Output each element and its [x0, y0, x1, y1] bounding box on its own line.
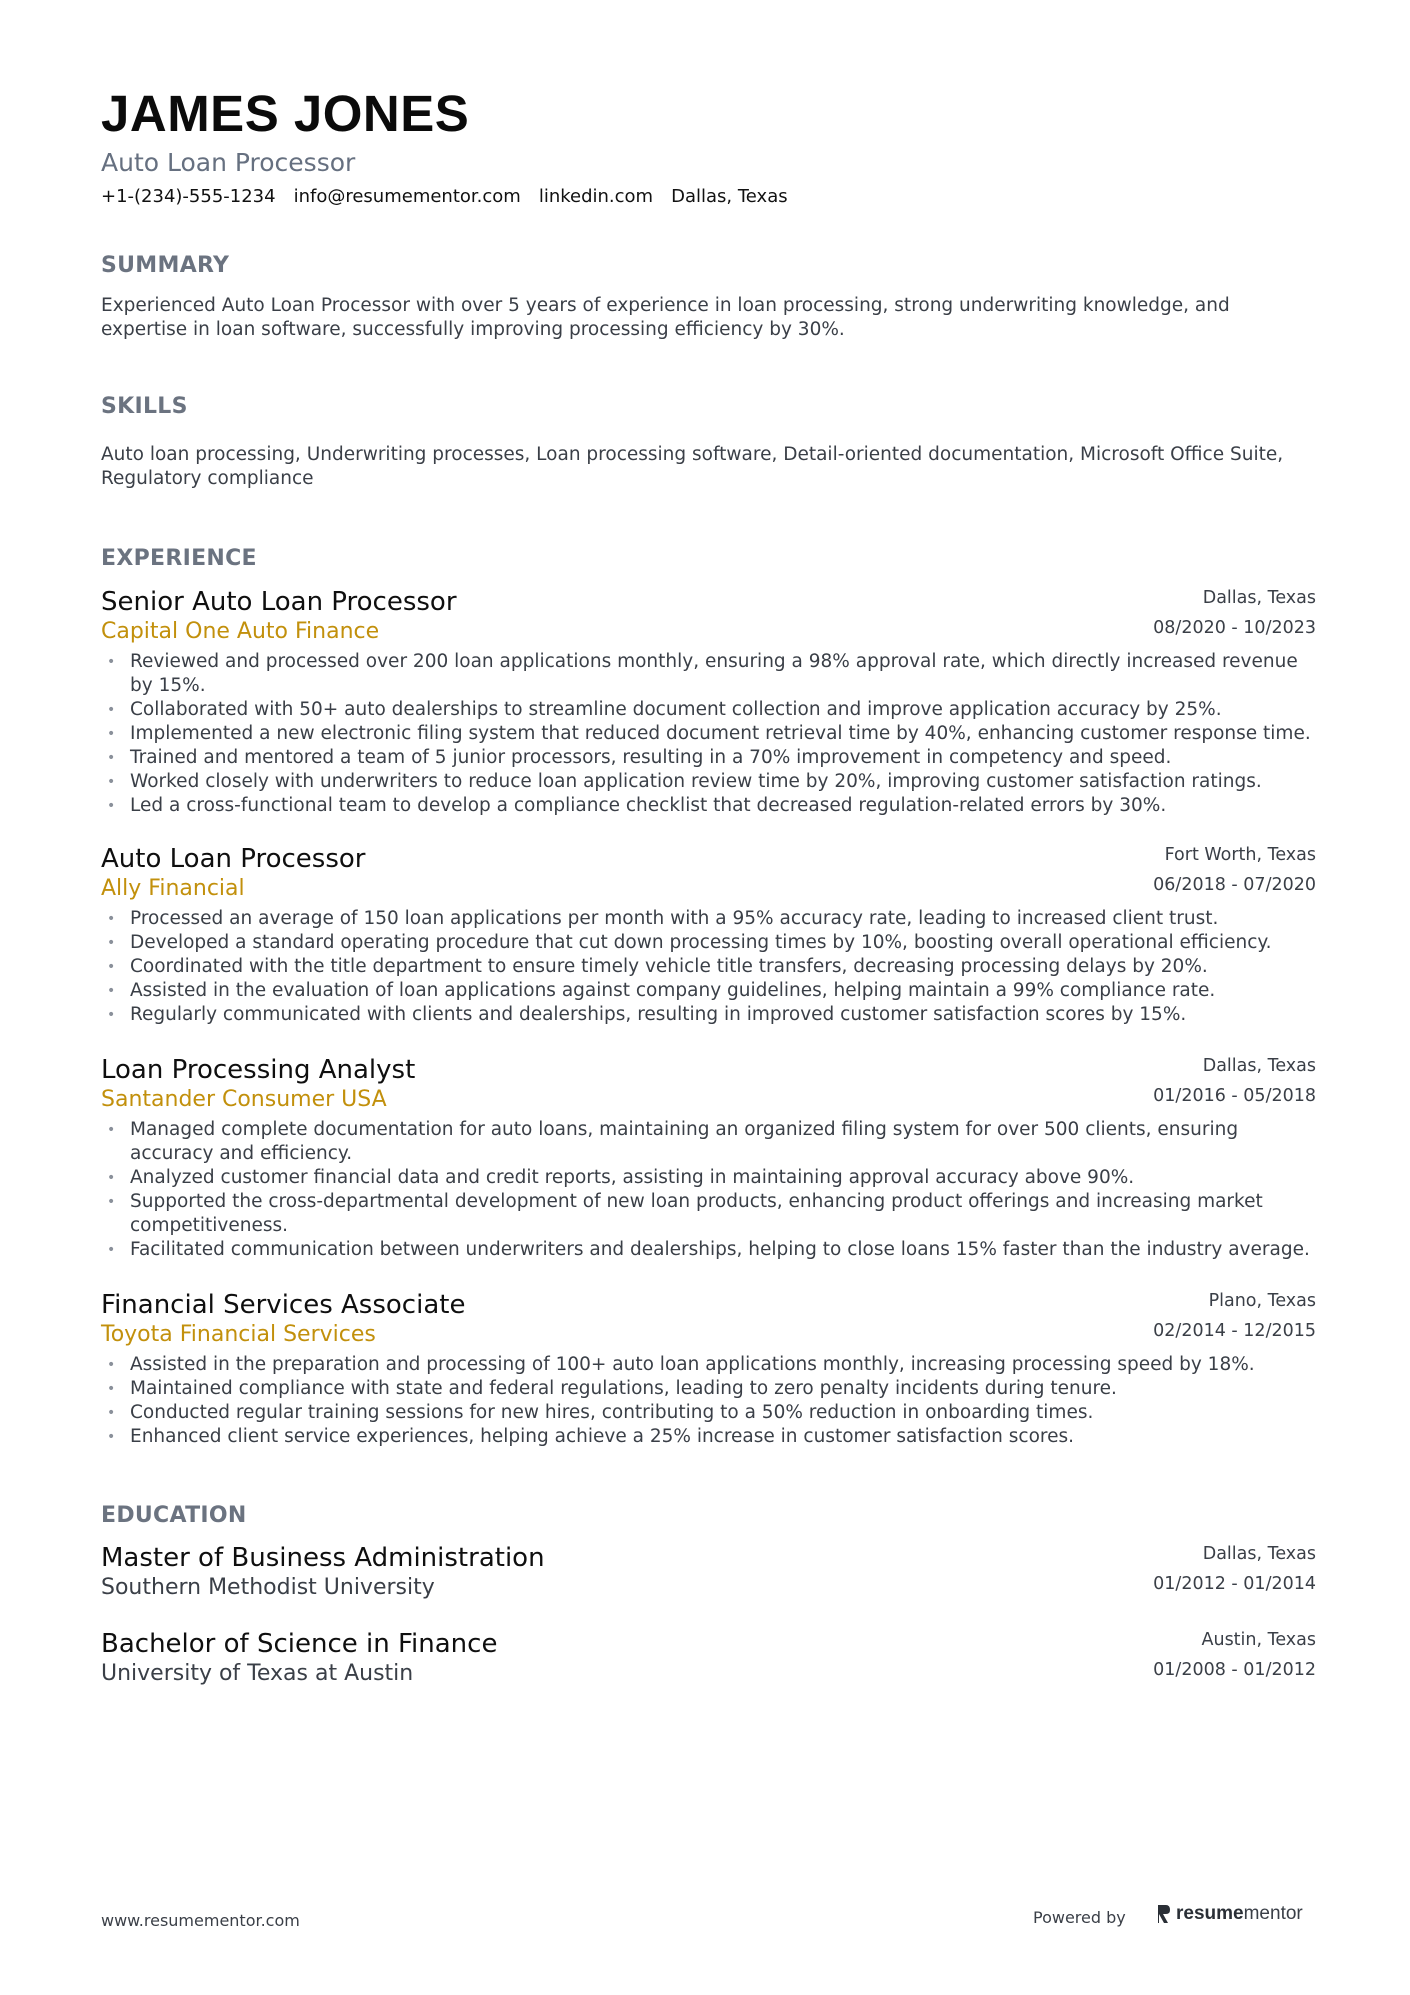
resumementor-logo-icon — [1156, 1903, 1171, 1925]
bullet-icon: • — [107, 774, 116, 790]
job-title: Loan Processing Analyst — [101, 1055, 416, 1085]
education-school: University of Texas at Austin — [101, 1661, 414, 1686]
resume-header — [101, 86, 1316, 209]
job-dates: 02/2014 - 12/2015 — [1153, 1321, 1316, 1341]
job-title: Senior Auto Loan Processor — [101, 587, 457, 617]
job-entry — [101, 1289, 1316, 1449]
candidate-role: Auto Loan Processor — [101, 148, 356, 177]
job-location: Dallas, Texas — [1202, 1056, 1316, 1076]
brand-wordmark: resumementor — [1176, 1903, 1303, 1924]
skills-section — [101, 393, 1316, 491]
education-dates: 01/2008 - 01/2012 — [1153, 1660, 1316, 1680]
job-company: Ally Financial — [101, 876, 245, 901]
bullet-icon: • — [107, 1242, 116, 1258]
list-item: • Regularly communicated with clients and dealerships, resulting in improved customer satisfaction scores by 15%. — [107, 1004, 1187, 1025]
bullet-icon: • — [107, 1357, 116, 1373]
job-bullets — [101, 650, 1316, 818]
list-item: • Assisted in the preparation and processing of 100+ auto loan applications monthly, increasing processing speed by 18%. — [107, 1354, 1255, 1375]
bullet-icon: • — [107, 1122, 116, 1138]
bullet-icon: • — [107, 1381, 116, 1397]
education-location: Dallas, Texas — [1202, 1544, 1316, 1564]
job-location: Dallas, Texas — [1202, 588, 1316, 608]
list-item: • Analyzed customer financial data and credit reports, assisting in maintaining approval accuracy above 90%. — [107, 1167, 1135, 1188]
job-dates: 06/2018 - 07/2020 — [1153, 875, 1316, 895]
contact-email[interactable]: info@resumementor.com — [293, 186, 521, 207]
bullet-icon: • — [107, 726, 116, 742]
list-item: • Collaborated with 50+ auto dealerships to streamline document collection and improve application accuracy by 25%. — [107, 699, 1222, 720]
contact-linkedin[interactable]: linkedin.com — [538, 186, 654, 207]
bullet-icon: • — [107, 911, 116, 927]
job-title: Financial Services Associate — [101, 1290, 466, 1320]
contact-location: Dallas, Texas — [671, 186, 788, 207]
experience-heading: EXPERIENCE — [101, 546, 257, 571]
list-item: • Reviewed and processed over 200 loan applications monthly, ensuring a 98% approval rate, which directly increased revenue by 15%. — [107, 651, 1298, 696]
bullet-icon: • — [107, 1194, 116, 1210]
list-item: • Worked closely with underwriters to reduce loan application review time by 20%, improving customer satisfaction ratings. — [107, 771, 1262, 792]
skills-heading: SKILLS — [101, 394, 188, 419]
job-bullets — [101, 907, 1316, 1027]
job-dates: 08/2020 - 10/2023 — [1153, 618, 1316, 638]
list-item: • Assisted in the evaluation of loan applications against company guidelines, helping maintain a 99% compliance rate. — [107, 980, 1216, 1001]
job-bullets — [101, 1118, 1316, 1262]
job-bullets — [101, 1353, 1316, 1449]
bullet-icon: • — [107, 1170, 116, 1186]
bullet-icon: • — [107, 798, 116, 814]
list-item: • Implemented a new electronic filing system that reduced document retrieval time by 40%, enhancing customer response time. — [107, 723, 1311, 744]
candidate-name: JAMES JONES — [101, 85, 470, 142]
list-item: • Led a cross-functional team to develop a compliance checklist that decreased regulation-related errors by 30%. — [107, 795, 1167, 816]
bullet-icon: • — [107, 983, 116, 999]
job-company: Toyota Financial Services — [101, 1322, 376, 1347]
experience-section — [101, 545, 1316, 573]
skills-text: Auto loan processing, Underwriting processes, Loan processing software, Detail-oriented documentation, Microsoft Office Suite, Regulatory compliance — [101, 444, 1284, 489]
education-entry — [101, 1628, 1316, 1690]
education-location: Austin, Texas — [1201, 1630, 1316, 1650]
contact-phone[interactable]: +1-(234)-555-1234 — [101, 186, 276, 207]
education-school: Southern Methodist University — [101, 1575, 435, 1600]
list-item: • Facilitated communication between underwriters and dealerships, helping to close loans 15% faster than the industry average. — [107, 1239, 1310, 1260]
summary-heading: SUMMARY — [101, 253, 230, 278]
bullet-icon: • — [107, 702, 116, 718]
job-dates: 01/2016 - 05/2018 — [1153, 1086, 1316, 1106]
education-heading: EDUCATION — [101, 1503, 247, 1528]
footer-url[interactable]: www.resumementor.com — [101, 1911, 300, 1930]
job-location: Fort Worth, Texas — [1164, 845, 1316, 865]
education-dates: 01/2012 - 01/2014 — [1153, 1574, 1316, 1594]
list-item: • Developed a standard operating procedure that cut down processing times by 10%, boosting overall operational efficiency. — [107, 932, 1272, 953]
job-entry — [101, 843, 1316, 1027]
list-item: • Enhanced client service experiences, helping achieve a 25% increase in customer satisfaction scores. — [107, 1426, 1074, 1447]
job-title: Auto Loan Processor — [101, 844, 366, 874]
job-entry — [101, 1054, 1316, 1262]
bullet-icon: • — [107, 654, 116, 670]
list-item: • Managed complete documentation for auto loans, maintaining an organized filing system for over 500 clients, ensuring accuracy and efficiency. — [107, 1119, 1239, 1164]
job-company: Santander Consumer USA — [101, 1087, 387, 1112]
brand-logo[interactable] — [1156, 1903, 1303, 1925]
bullet-icon: • — [107, 959, 116, 975]
bullet-icon: • — [107, 935, 116, 951]
bullet-icon: • — [107, 1429, 116, 1445]
education-entry — [101, 1542, 1316, 1604]
job-company: Capital One Auto Finance — [101, 619, 380, 644]
job-entry — [101, 586, 1316, 818]
contact-line — [101, 185, 1316, 209]
list-item: • Trained and mentored a team of 5 junior processors, resulting in a 70% improvement in competency and speed. — [107, 747, 1172, 768]
list-item: • Supported the cross-departmental development of new loan products, enhancing product offerings and increasing market competitiveness. — [107, 1191, 1263, 1236]
list-item: • Maintained compliance with state and federal regulations, leading to zero penalty incidents during tenure. — [107, 1378, 1117, 1399]
summary-section — [101, 252, 1316, 342]
list-item: • Coordinated with the title department to ensure timely vehicle title transfers, decreasing processing delays by 20%. — [107, 956, 1208, 977]
education-degree: Master of Business Administration — [101, 1543, 545, 1573]
list-item: • Processed an average of 150 loan applications per month with a 95% accuracy rate, leading to increased client trust. — [107, 908, 1219, 929]
footer-powered-by: Powered by — [1033, 1908, 1126, 1927]
education-degree: Bachelor of Science in Finance — [101, 1629, 498, 1659]
summary-text: Experienced Auto Loan Processor with over 5 years of experience in loan processing, strong underwriting knowledge, and expertise in loan software, successfully improving processing efficiency by 30%. — [101, 295, 1230, 340]
bullet-icon: • — [107, 1007, 116, 1023]
list-item: • Conducted regular training sessions for new hires, contributing to a 50% reduction in onboarding times. — [107, 1402, 1094, 1423]
bullet-icon: • — [107, 750, 116, 766]
bullet-icon: • — [107, 1405, 116, 1421]
job-location: Plano, Texas — [1208, 1291, 1316, 1311]
education-section — [101, 1502, 1316, 1530]
